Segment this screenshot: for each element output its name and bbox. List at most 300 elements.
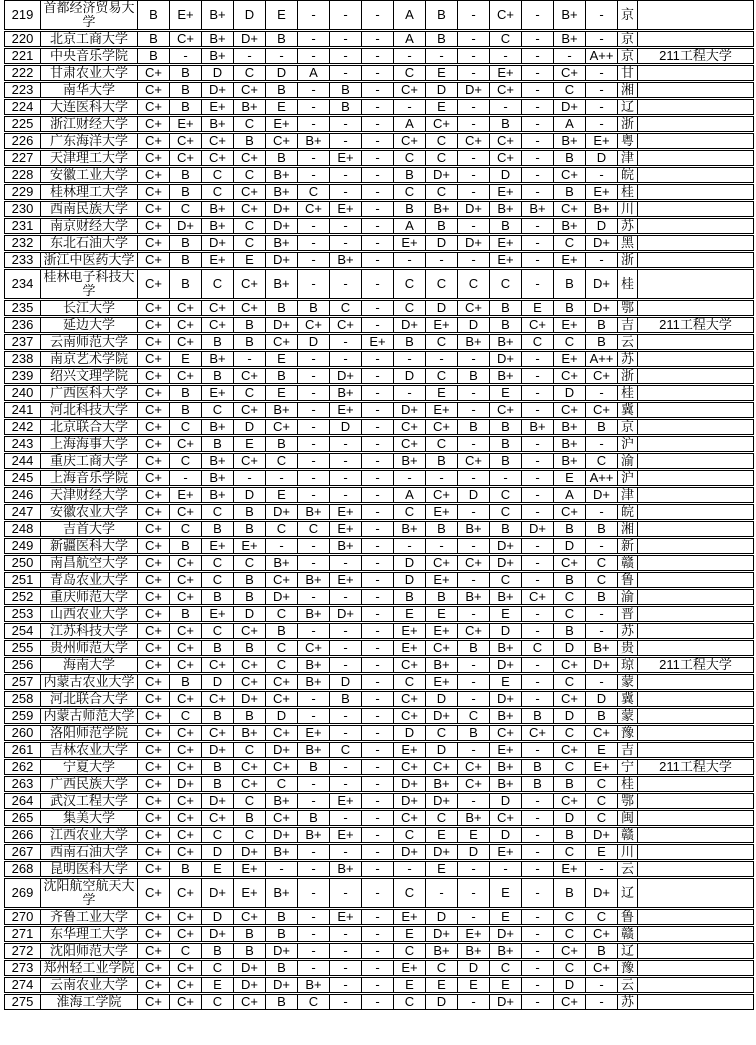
- grade-cell-15: -: [586, 252, 618, 268]
- grade-cell-3: B+: [202, 218, 234, 234]
- grade-cell-10: B: [426, 453, 458, 469]
- table-row: [4, 116, 754, 132]
- grade-cell-13: C+: [522, 725, 554, 741]
- grade-cell-11: -: [458, 252, 490, 268]
- rank-cell: 243: [4, 436, 41, 452]
- grade-cell-13: -: [522, 674, 554, 690]
- grade-cell-5: B: [266, 31, 298, 47]
- grade-cell-14: C: [554, 82, 586, 98]
- grade-cell-2: C+: [170, 691, 202, 707]
- table-row: [4, 589, 754, 605]
- grade-cell-13: -: [522, 65, 554, 81]
- grade-cell-3: B+: [202, 351, 234, 367]
- grade-cell-6: -: [298, 419, 330, 435]
- grade-cell-6: C: [298, 994, 330, 1010]
- grade-cell-10: D: [426, 994, 458, 1010]
- grade-cell-12: D: [490, 167, 522, 183]
- table-row: [4, 184, 754, 200]
- grade-cell-1: C+: [138, 436, 170, 452]
- grade-cell-8: -: [362, 827, 394, 843]
- grade-cell-4: C+: [234, 776, 266, 792]
- grade-cell-3: D+: [202, 82, 234, 98]
- grade-cell-13: -: [522, 878, 554, 908]
- grade-cell-8: -: [362, 793, 394, 809]
- province-cell: 闽: [618, 810, 638, 826]
- grade-cell-15: D+: [586, 878, 618, 908]
- grade-cell-1: B: [138, 48, 170, 64]
- province-cell: 湘: [618, 521, 638, 537]
- grade-cell-11: B+: [458, 334, 490, 350]
- grade-cell-5: -: [266, 861, 298, 877]
- grade-cell-7: -: [330, 218, 362, 234]
- grade-cell-15: C: [586, 453, 618, 469]
- grade-cell-13: C: [522, 640, 554, 656]
- grade-cell-10: C+: [426, 555, 458, 571]
- grade-cell-14: C: [554, 926, 586, 942]
- grade-cell-8: -: [362, 252, 394, 268]
- grade-cell-15: B: [586, 589, 618, 605]
- grade-cell-9: B: [394, 167, 426, 183]
- table-row: [4, 269, 754, 299]
- grade-cell-1: C+: [138, 99, 170, 115]
- grade-cell-11: -: [458, 538, 490, 554]
- grade-cell-12: C: [490, 31, 522, 47]
- grade-cell-15: C+: [586, 725, 618, 741]
- grade-cell-5: B: [266, 960, 298, 976]
- table-row: [4, 470, 754, 486]
- grade-cell-10: E+: [426, 572, 458, 588]
- grade-cell-11: C: [458, 269, 490, 299]
- grade-cell-7: -: [330, 725, 362, 741]
- grade-cell-13: C: [522, 334, 554, 350]
- grade-cell-15: B: [586, 943, 618, 959]
- grade-cell-14: E: [554, 470, 586, 486]
- grade-cell-3: B: [202, 776, 234, 792]
- grade-cell-1: C+: [138, 218, 170, 234]
- grade-cell-15: C: [586, 776, 618, 792]
- grade-cell-6: -: [298, 926, 330, 942]
- grade-cell-14: C+: [554, 368, 586, 384]
- grade-cell-15: -: [586, 994, 618, 1010]
- grade-cell-7: -: [330, 589, 362, 605]
- grade-cell-15: -: [586, 65, 618, 81]
- table-row: [4, 487, 754, 503]
- grade-cell-14: B+: [554, 218, 586, 234]
- grade-cell-9: D: [394, 368, 426, 384]
- grade-cell-4: C: [234, 235, 266, 251]
- grade-cell-4: B: [234, 317, 266, 333]
- note-cell: [638, 623, 754, 639]
- grade-cell-7: E+: [330, 402, 362, 418]
- grade-cell-3: B: [202, 759, 234, 775]
- grade-cell-1: C+: [138, 317, 170, 333]
- grade-cell-11: D: [458, 487, 490, 503]
- table-row: [4, 861, 754, 877]
- grade-cell-5: E: [266, 0, 298, 30]
- grade-cell-1: C+: [138, 926, 170, 942]
- grade-cell-12: B: [490, 116, 522, 132]
- grade-cell-7: -: [330, 810, 362, 826]
- grade-cell-6: -: [298, 776, 330, 792]
- note-cell: [638, 742, 754, 758]
- grade-cell-3: D: [202, 844, 234, 860]
- grade-cell-2: -: [170, 470, 202, 486]
- grade-cell-2: C+: [170, 926, 202, 942]
- grade-cell-7: -: [330, 943, 362, 959]
- grade-cell-8: -: [362, 150, 394, 166]
- grade-cell-4: C+: [234, 82, 266, 98]
- grade-cell-2: B: [170, 674, 202, 690]
- province-cell: 贵: [618, 640, 638, 656]
- grade-cell-14: -: [554, 48, 586, 64]
- grade-cell-9: -: [394, 99, 426, 115]
- grade-cell-12: E+: [490, 65, 522, 81]
- grade-cell-4: -: [234, 48, 266, 64]
- province-cell: 辽: [618, 943, 638, 959]
- grade-cell-11: -: [458, 184, 490, 200]
- grade-cell-2: B: [170, 184, 202, 200]
- university-name-cell: 贵州师范大学: [41, 640, 138, 656]
- grade-cell-7: -: [330, 269, 362, 299]
- grade-cell-11: -: [458, 674, 490, 690]
- grade-cell-2: B: [170, 538, 202, 554]
- grade-cell-13: -: [522, 470, 554, 486]
- table-row: [4, 538, 754, 554]
- grade-cell-14: C: [554, 674, 586, 690]
- grade-cell-14: A: [554, 116, 586, 132]
- grade-cell-1: C+: [138, 116, 170, 132]
- grade-cell-9: E: [394, 926, 426, 942]
- grade-cell-15: -: [586, 385, 618, 401]
- province-cell: 京: [618, 419, 638, 435]
- grade-cell-4: C+: [234, 368, 266, 384]
- grade-cell-9: -: [394, 351, 426, 367]
- province-cell: 琼: [618, 657, 638, 673]
- grade-cell-13: -: [522, 368, 554, 384]
- grade-cell-5: C+: [266, 572, 298, 588]
- grade-cell-14: B+: [554, 436, 586, 452]
- grade-cell-5: B: [266, 994, 298, 1010]
- grade-cell-13: -: [522, 351, 554, 367]
- grade-cell-11: B: [458, 419, 490, 435]
- grade-cell-12: B: [490, 436, 522, 452]
- table-row: [4, 99, 754, 115]
- grade-cell-4: B: [234, 926, 266, 942]
- note-cell: [638, 31, 754, 47]
- grade-cell-13: B+: [522, 201, 554, 217]
- grade-cell-14: B: [554, 184, 586, 200]
- rank-cell: 226: [4, 133, 41, 149]
- grade-cell-11: -: [458, 385, 490, 401]
- grade-cell-8: -: [362, 0, 394, 30]
- grade-cell-2: C: [170, 453, 202, 469]
- grade-cell-15: E: [586, 742, 618, 758]
- note-cell: [638, 572, 754, 588]
- university-name-cell: 桂林理工大学: [41, 184, 138, 200]
- rank-cell: 242: [4, 419, 41, 435]
- grade-cell-1: C+: [138, 827, 170, 843]
- grade-cell-13: -: [522, 606, 554, 622]
- university-name-cell: 安徽工业大学: [41, 167, 138, 183]
- grade-cell-13: -: [522, 926, 554, 942]
- grade-cell-5: D+: [266, 943, 298, 959]
- grade-cell-15: -: [586, 861, 618, 877]
- grade-cell-8: -: [362, 521, 394, 537]
- grade-cell-12: D: [490, 793, 522, 809]
- note-cell: [638, 235, 754, 251]
- grade-cell-2: C+: [170, 793, 202, 809]
- grade-cell-9: C: [394, 674, 426, 690]
- rank-cell: 254: [4, 623, 41, 639]
- grade-cell-4: D: [234, 419, 266, 435]
- grade-cell-12: B+: [490, 759, 522, 775]
- grade-cell-13: -: [522, 99, 554, 115]
- grade-cell-13: -: [522, 436, 554, 452]
- rank-cell: 234: [4, 269, 41, 299]
- grade-cell-9: C: [394, 65, 426, 81]
- grade-cell-14: B: [554, 776, 586, 792]
- table-row: [4, 708, 754, 724]
- grade-cell-8: -: [362, 419, 394, 435]
- grade-cell-5: D+: [266, 504, 298, 520]
- table-row: [4, 133, 754, 149]
- grade-cell-13: -: [522, 861, 554, 877]
- grade-cell-9: C: [394, 878, 426, 908]
- university-name-cell: 西南民族大学: [41, 201, 138, 217]
- grade-cell-2: C+: [170, 844, 202, 860]
- province-cell: 云: [618, 977, 638, 993]
- rank-cell: 224: [4, 99, 41, 115]
- grade-cell-8: -: [362, 555, 394, 571]
- grade-cell-8: -: [362, 504, 394, 520]
- grade-cell-2: C+: [170, 640, 202, 656]
- grade-cell-14: C: [554, 759, 586, 775]
- province-cell: 皖: [618, 167, 638, 183]
- grade-cell-8: -: [362, 133, 394, 149]
- grade-cell-6: -: [298, 487, 330, 503]
- note-cell: [638, 844, 754, 860]
- table-row: [4, 334, 754, 350]
- grade-cell-11: -: [458, 909, 490, 925]
- grade-cell-3: B+: [202, 201, 234, 217]
- province-cell: 渝: [618, 453, 638, 469]
- grade-cell-8: -: [362, 368, 394, 384]
- grade-cell-10: D: [426, 742, 458, 758]
- grade-cell-5: E: [266, 351, 298, 367]
- rank-cell: 227: [4, 150, 41, 166]
- grade-cell-7: B+: [330, 861, 362, 877]
- note-cell: [638, 334, 754, 350]
- note-cell: [638, 82, 754, 98]
- grade-cell-10: C: [426, 436, 458, 452]
- note-cell: [638, 150, 754, 166]
- grade-cell-6: -: [298, 402, 330, 418]
- grade-cell-6: -: [298, 368, 330, 384]
- grade-cell-9: -: [394, 385, 426, 401]
- grade-cell-9: A: [394, 487, 426, 503]
- grade-cell-7: -: [330, 623, 362, 639]
- grade-cell-5: -: [266, 538, 298, 554]
- grade-cell-3: B+: [202, 116, 234, 132]
- rank-cell: 272: [4, 943, 41, 959]
- grade-cell-4: D: [234, 0, 266, 30]
- grade-cell-2: C+: [170, 572, 202, 588]
- grade-cell-10: B: [426, 31, 458, 47]
- grade-cell-8: -: [362, 201, 394, 217]
- grade-cell-5: C+: [266, 759, 298, 775]
- grade-cell-9: D+: [394, 793, 426, 809]
- university-name-cell: 吉首大学: [41, 521, 138, 537]
- grade-cell-11: B+: [458, 521, 490, 537]
- grade-cell-15: B+: [586, 640, 618, 656]
- grade-cell-15: C: [586, 572, 618, 588]
- rank-cell: 239: [4, 368, 41, 384]
- table-row: [4, 674, 754, 690]
- grade-cell-10: E: [426, 827, 458, 843]
- grade-cell-12: D+: [490, 657, 522, 673]
- grade-cell-13: -: [522, 218, 554, 234]
- grade-cell-3: B: [202, 368, 234, 384]
- grade-cell-3: E+: [202, 606, 234, 622]
- grade-cell-2: C+: [170, 300, 202, 316]
- grade-cell-6: -: [298, 589, 330, 605]
- grade-cell-14: C+: [554, 65, 586, 81]
- table-row: [4, 368, 754, 384]
- grade-cell-13: -: [522, 116, 554, 132]
- grade-cell-10: D+: [426, 926, 458, 942]
- grade-cell-15: C+: [586, 926, 618, 942]
- grade-cell-2: C+: [170, 150, 202, 166]
- grade-cell-2: C+: [170, 623, 202, 639]
- note-cell: 211工程大学: [638, 657, 754, 673]
- grade-cell-12: B+: [490, 943, 522, 959]
- grade-cell-12: B+: [490, 368, 522, 384]
- grade-cell-14: C+: [554, 201, 586, 217]
- grade-cell-1: C+: [138, 977, 170, 993]
- grade-cell-3: B+: [202, 470, 234, 486]
- rank-cell: 253: [4, 606, 41, 622]
- grade-cell-6: -: [298, 31, 330, 47]
- grade-cell-13: B: [522, 759, 554, 775]
- grade-cell-6: -: [298, 538, 330, 554]
- grade-cell-8: -: [362, 402, 394, 418]
- grade-cell-6: -: [298, 453, 330, 469]
- note-cell: [638, 419, 754, 435]
- grade-cell-15: -: [586, 674, 618, 690]
- grade-cell-4: C: [234, 218, 266, 234]
- grade-cell-3: D+: [202, 235, 234, 251]
- grade-cell-1: C+: [138, 82, 170, 98]
- grade-cell-6: -: [298, 218, 330, 234]
- grade-cell-13: -: [522, 977, 554, 993]
- grade-cell-13: -: [522, 827, 554, 843]
- grade-cell-4: E+: [234, 861, 266, 877]
- grade-cell-6: -: [298, 252, 330, 268]
- grade-cell-12: E: [490, 878, 522, 908]
- grade-cell-15: C: [586, 555, 618, 571]
- province-cell: 皖: [618, 504, 638, 520]
- grade-cell-4: B: [234, 133, 266, 149]
- grade-cell-1: C+: [138, 184, 170, 200]
- grade-cell-13: -: [522, 994, 554, 1010]
- university-name-cell: 内蒙古农业大学: [41, 674, 138, 690]
- grade-cell-7: -: [330, 31, 362, 47]
- university-name-cell: 宁夏大学: [41, 759, 138, 775]
- grade-cell-3: C+: [202, 691, 234, 707]
- table-row: [4, 300, 754, 316]
- grade-cell-3: C: [202, 184, 234, 200]
- rank-cell: 245: [4, 470, 41, 486]
- grade-cell-12: E+: [490, 252, 522, 268]
- grade-cell-12: B+: [490, 708, 522, 724]
- table-row: [4, 504, 754, 520]
- grade-cell-3: B+: [202, 487, 234, 503]
- grade-cell-12: C+: [490, 0, 522, 30]
- grade-cell-7: -: [330, 657, 362, 673]
- grade-cell-14: C+: [554, 402, 586, 418]
- grade-cell-9: A: [394, 116, 426, 132]
- grade-cell-1: C+: [138, 943, 170, 959]
- grade-cell-14: C: [554, 725, 586, 741]
- grade-cell-9: E: [394, 606, 426, 622]
- table-row: [4, 994, 754, 1010]
- university-name-cell: 上海海事大学: [41, 436, 138, 452]
- province-cell: 豫: [618, 960, 638, 976]
- grade-cell-10: B+: [426, 201, 458, 217]
- grade-cell-6: -: [298, 623, 330, 639]
- university-name-cell: 南京财经大学: [41, 218, 138, 234]
- university-name-cell: 郑州轻工业学院: [41, 960, 138, 976]
- grade-cell-4: C+: [234, 759, 266, 775]
- grade-cell-5: D+: [266, 201, 298, 217]
- grade-cell-11: B: [458, 725, 490, 741]
- university-name-cell: 上海音乐学院: [41, 470, 138, 486]
- grade-cell-13: -: [522, 48, 554, 64]
- university-name-cell: 东华理工大学: [41, 926, 138, 942]
- grade-cell-3: C+: [202, 725, 234, 741]
- grade-cell-15: -: [586, 0, 618, 30]
- province-cell: 京: [618, 31, 638, 47]
- grade-cell-4: D+: [234, 960, 266, 976]
- table-row: [4, 252, 754, 268]
- grade-cell-2: E+: [170, 487, 202, 503]
- grade-cell-13: -: [522, 167, 554, 183]
- table-row: [4, 844, 754, 860]
- grade-cell-1: C+: [138, 150, 170, 166]
- grade-cell-7: E+: [330, 572, 362, 588]
- note-cell: [638, 827, 754, 843]
- note-cell: [638, 351, 754, 367]
- grade-cell-5: C: [266, 606, 298, 622]
- note-cell: [638, 793, 754, 809]
- grade-cell-3: C+: [202, 300, 234, 316]
- grade-cell-5: D+: [266, 252, 298, 268]
- rank-cell: 246: [4, 487, 41, 503]
- grade-cell-4: E+: [234, 878, 266, 908]
- grade-cell-7: -: [330, 470, 362, 486]
- grade-cell-4: C+: [234, 674, 266, 690]
- grade-cell-8: -: [362, 470, 394, 486]
- grade-cell-15: E+: [586, 759, 618, 775]
- grade-cell-15: -: [586, 436, 618, 452]
- note-cell: 211工程大学: [638, 48, 754, 64]
- grade-cell-10: C+: [426, 759, 458, 775]
- university-name-cell: 沈阳航空航天大学: [41, 878, 138, 908]
- grade-cell-5: B: [266, 436, 298, 452]
- grade-cell-10: C: [426, 810, 458, 826]
- grade-cell-14: A: [554, 487, 586, 503]
- grade-cell-10: D: [426, 909, 458, 925]
